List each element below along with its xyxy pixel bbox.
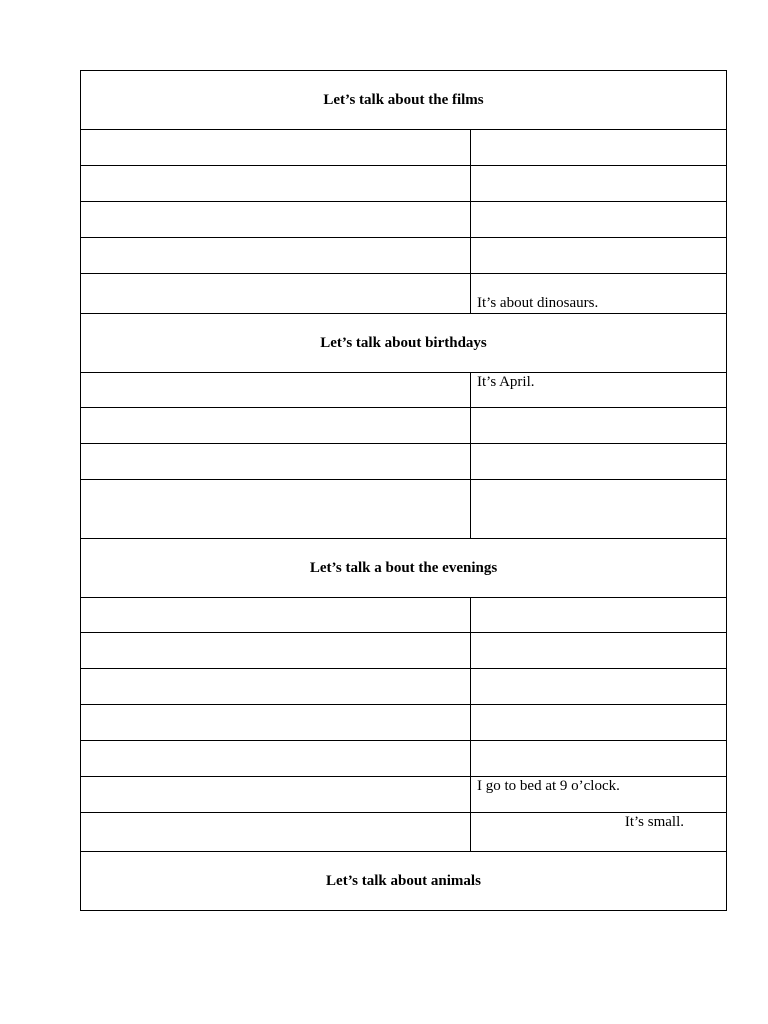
question-cell <box>81 741 471 777</box>
table-row <box>81 274 727 314</box>
answer-cell: It’s small. <box>471 813 727 852</box>
worksheet-table <box>80 70 727 911</box>
question-cell <box>81 633 471 669</box>
question-cell <box>81 777 471 813</box>
section-header-row <box>81 314 727 373</box>
table-row <box>81 669 727 705</box>
answer-cell <box>471 238 727 274</box>
section-header: Let’s talk about animals <box>81 852 727 911</box>
section-header-row <box>81 539 727 598</box>
table-row <box>81 202 727 238</box>
question-cell <box>81 598 471 633</box>
section-header-row <box>81 71 727 130</box>
table-row <box>81 480 727 539</box>
table-row <box>81 238 727 274</box>
answer-cell <box>471 598 727 633</box>
section-header: Let’s talk about birthdays <box>81 314 727 373</box>
answer-cell: I go to bed at 9 o’clock. <box>471 777 727 813</box>
section-header-row <box>81 852 727 911</box>
question-cell <box>81 373 471 408</box>
question-cell <box>81 130 471 166</box>
question-cell <box>81 444 471 480</box>
answer-cell <box>471 633 727 669</box>
question-cell <box>81 202 471 238</box>
answer-cell <box>471 408 727 444</box>
question-cell <box>81 813 471 852</box>
section-header: Let’s talk about the films <box>81 71 727 130</box>
table-row <box>81 444 727 480</box>
question-cell <box>81 166 471 202</box>
table-row <box>81 130 727 166</box>
table-row <box>81 741 727 777</box>
question-cell <box>81 238 471 274</box>
question-cell <box>81 274 471 314</box>
question-cell <box>81 480 471 539</box>
answer-cell <box>471 705 727 741</box>
answer-cell <box>471 202 727 238</box>
answer-cell: It’s April. <box>471 373 727 408</box>
question-cell <box>81 669 471 705</box>
table-row <box>81 705 727 741</box>
section-header: Let’s talk a bout the evenings <box>81 539 727 598</box>
answer-cell <box>471 741 727 777</box>
table-row <box>81 633 727 669</box>
table-row <box>81 166 727 202</box>
answer-cell <box>471 480 727 539</box>
table-row <box>81 777 727 813</box>
question-cell <box>81 705 471 741</box>
table-row <box>81 598 727 633</box>
answer-cell: It’s about dinosaurs. <box>471 274 727 314</box>
table-row <box>81 408 727 444</box>
answer-cell <box>471 444 727 480</box>
answer-cell <box>471 130 727 166</box>
answer-cell <box>471 669 727 705</box>
table-row <box>81 373 727 408</box>
table-row <box>81 813 727 852</box>
question-cell <box>81 408 471 444</box>
answer-cell <box>471 166 727 202</box>
